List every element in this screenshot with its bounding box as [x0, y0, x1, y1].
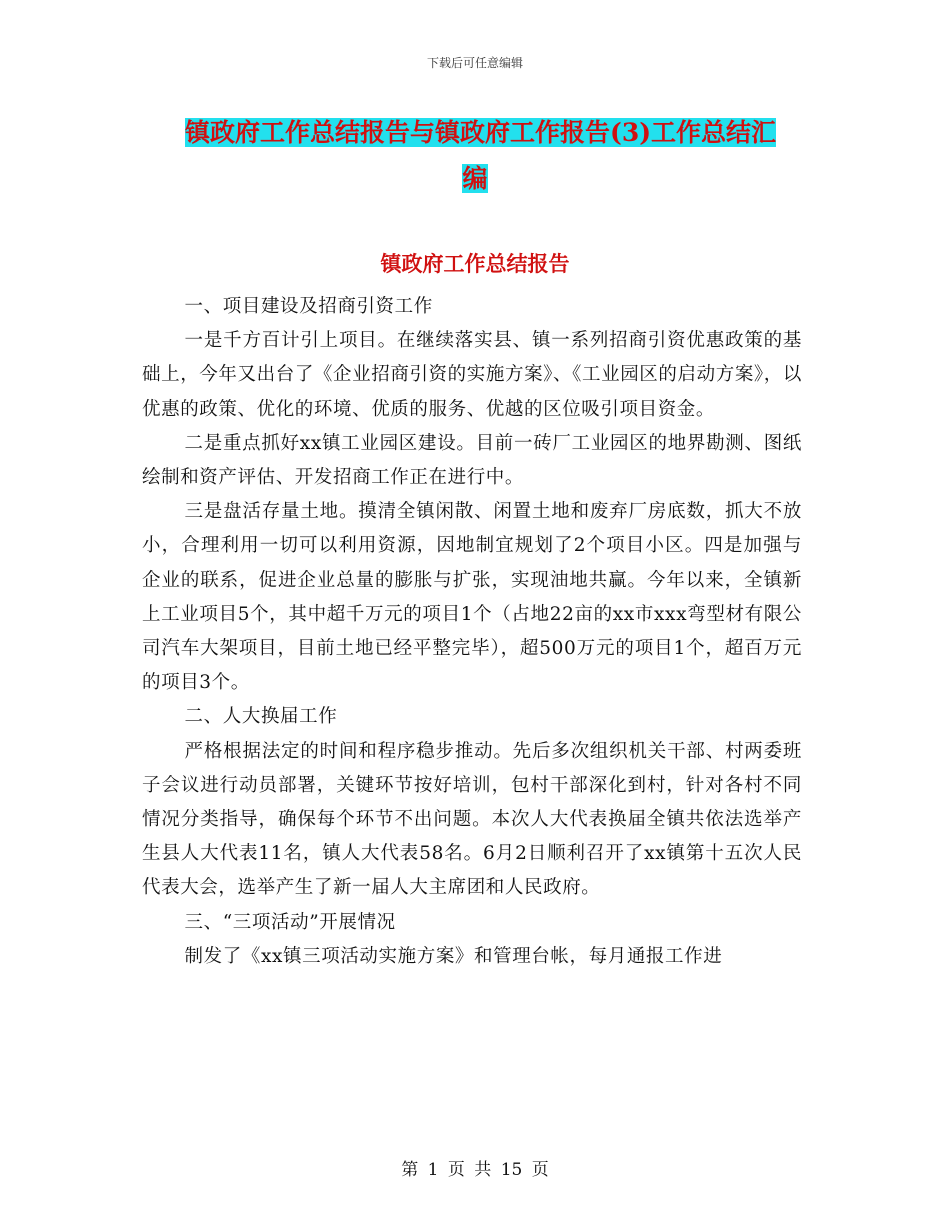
page-footer: 第 1 页 共 15 页	[401, 1160, 549, 1180]
paragraph-2: 二是重点抓好xx镇工业园区建设。目前一砖厂工业园区的地界勘测、图纸绘制和资产评估、开发招商工作正在进行中。	[142, 432, 802, 489]
paragraph-4: 严格根据法定的时间和程序稳步推动。先后多次组织机关干部、村两委班子会议进行动员部署，关键环节按好培训，包村干部深化到村，针对各村不同情况分类指导，确保每个环节不出问题。本次人大代表换届全镇共依法选举产生县人大代表11名，镇人大代表58名。6月2日顺利召开了xx镇第十五次人民代表大会，选举产生了新一届人大主席团和人民政府。	[142, 740, 802, 899]
paragraph-5: 制发了《xx镇三项活动实施方案》和管理台帐，每月通报工作进	[184, 945, 723, 967]
title-line-1: 镇政府工作总结报告与镇政府工作报告(3)工作总结汇	[185, 118, 777, 147]
section-title: 镇政府工作总结报告	[380, 251, 570, 276]
title-line-2: 编	[462, 164, 488, 193]
heading-three-activities: 三、“三项活动”开展情况	[184, 911, 396, 933]
paragraph-1: 一是千方百计引上项目。在继续落实县、镇一系列招商引资优惠政策的基础上，今年又出台了《企业招商引资的实施方案》、《工业园区的启动方案》，以优惠的政策、优化的环境、优质的服务、优越的区位吸引项目资金。	[142, 330, 802, 420]
heading-npc-election: 二、人大换届工作	[184, 706, 338, 728]
document-title	[185, 110, 825, 202]
heading-project-construction: 一、项目建设及招商引资工作	[184, 296, 433, 317]
paragraph-3: 三是盘活存量土地。摸清全镇闲散、闲置土地和废弃厂房底数，抓大不放小，合理利用一切可以利用资源，因地制宜规划了2个项目小区。四是加强与企业的联系，促进企业总量的膨胀与扩张，实现油地共赢。今年以来，全镇新上工业项目5个，其中超千万元的项目1个（占地22亩的xx市xxx弯型材有限公司汽车大架项目，目前土地已经平整完毕），超500万元的项目1个，超百万元的项目3个。	[142, 501, 802, 694]
header-note: 下载后可任意编辑	[426, 56, 523, 70]
document-body	[142, 290, 802, 974]
title-line-2-wrapper	[185, 156, 765, 202]
